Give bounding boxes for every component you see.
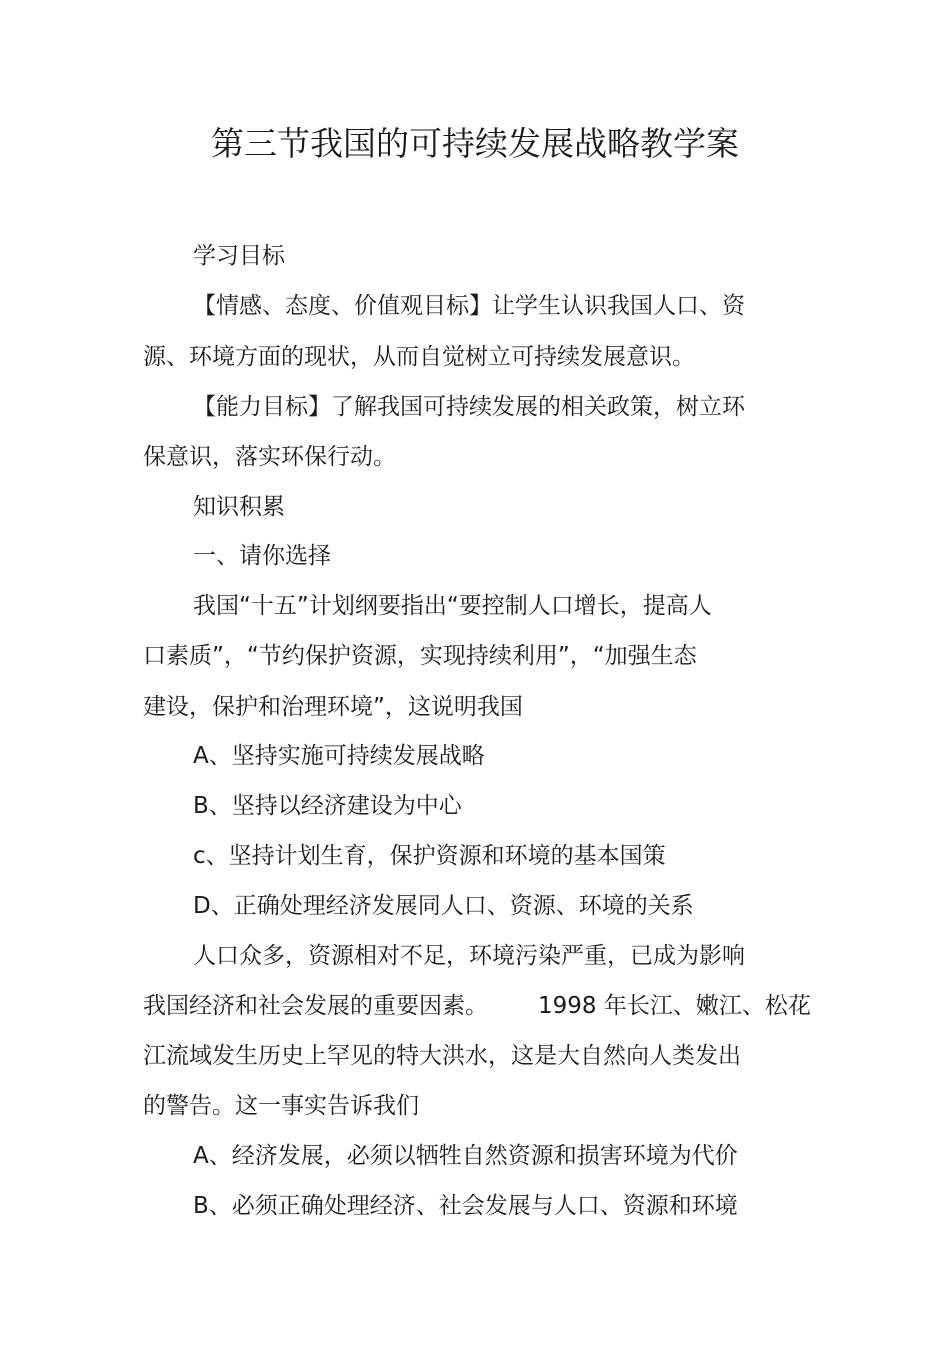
section-heading-learning-goals: 学习目标 bbox=[193, 243, 285, 269]
paragraph-line: 保意识，落实环保行动。 bbox=[143, 444, 396, 470]
question-line-part: 我国经济和社会发展的重要因素。 bbox=[143, 993, 488, 1019]
section-heading-knowledge: 知识积累 bbox=[193, 494, 285, 520]
question-line: 的警告。这一事实告诉我们 bbox=[143, 1093, 419, 1119]
option-a: A、经济发展，必须以牺牲自然资源和损害环境为代价 bbox=[193, 1143, 738, 1169]
option-a: A、坚持实施可持续发展战略 bbox=[193, 743, 485, 769]
option-d: D、正确处理经济发展同人口、资源、环境的关系 bbox=[193, 893, 694, 919]
question-line: 我国“十五”计划纲要指出“要控制人口增长，提高人 bbox=[193, 593, 712, 619]
question-line: 江流域发生历史上罕见的特大洪水，这是大自然向人类发出 bbox=[143, 1043, 741, 1069]
section-heading-choice: 一、请你选择 bbox=[193, 543, 331, 569]
paragraph-line: 源、环境方面的现状，从而自觉树立可持续发展意识。 bbox=[143, 344, 695, 370]
paragraph-line: 【能力目标】了解我国可持续发展的相关政策，树立环 bbox=[193, 394, 745, 420]
question-line: 口素质”，“节约保护资源，实现持续利用”，“加强生态 bbox=[143, 643, 697, 669]
paragraph-line: 【情感、态度、价值观目标】让学生认识我国人口、资 bbox=[193, 293, 745, 319]
option-c: c、坚持计划生育，保护资源和环境的基本国策 bbox=[193, 843, 666, 869]
question-line-part: 1998 年长江、嫩江、松花 bbox=[538, 993, 811, 1019]
question-line: 建设，保护和治理环境”，这说明我国 bbox=[143, 694, 523, 720]
option-b: B、坚持以经济建设为中心 bbox=[193, 793, 462, 819]
option-b: B、必须正确处理经济、社会发展与人口、资源和环境 bbox=[193, 1193, 738, 1219]
page-title: 第三节我国的可持续发展战略教学案 bbox=[211, 124, 739, 163]
question-line: 人口众多，资源相对不足，环境污染严重，已成为影响 bbox=[193, 943, 745, 969]
question-line bbox=[143, 990, 811, 1022]
